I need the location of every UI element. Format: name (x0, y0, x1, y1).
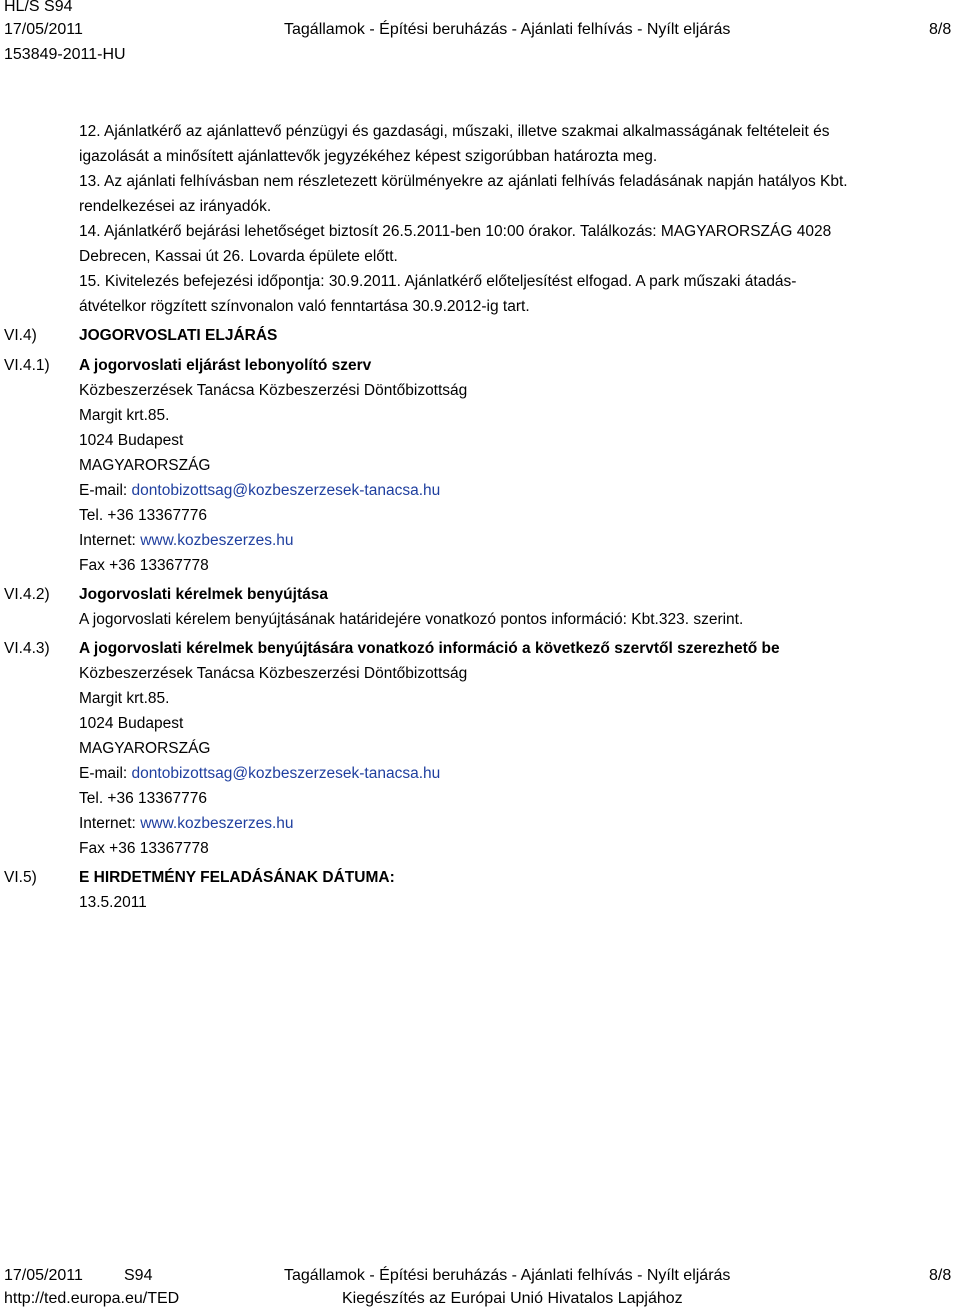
paragraph-12-line2: igazolását a minősített ajánlattevők jegyzékéhez képest szigorúbban határozta meg. (79, 148, 658, 165)
section-number-vi5: VI.5) (4, 869, 37, 886)
section-title-vi42: Jogorvoslati kérelmek benyújtása (79, 586, 328, 603)
vi41-internet-link[interactable]: www.kozbeszerzes.hu (140, 532, 294, 549)
header-page: 8/8 (929, 21, 952, 38)
section-number-vi4: VI.4) (4, 327, 37, 344)
section-number-vi41: VI.4.1) (4, 357, 50, 374)
vi43-email-link[interactable]: dontobizottsag@kozbeszerzesek-tanacsa.hu (131, 765, 441, 782)
vi41-internet-row (79, 531, 294, 551)
section-title-vi43: A jogorvoslati kérelmek benyújtására vonatkozó információ a következő szervtől szerezhető be (79, 640, 780, 657)
header-title: Tagállamok - Építési beruházás - Ajánlati felhívás - Nyílt eljárás (284, 21, 731, 38)
footer-publisher: Kiegészítés az Európai Unió Hivatalos Lapjához (342, 1290, 683, 1307)
footer-title: Tagállamok - Építési beruházás - Ajánlati felhívás - Nyílt eljárás (284, 1267, 731, 1284)
vi43-email-label: E-mail: (79, 765, 132, 782)
section-number-vi43: VI.4.3) (4, 640, 50, 657)
vi41-country: MAGYARORSZÁG (79, 457, 211, 474)
vi41-street: Margit krt.85. (79, 407, 170, 424)
footer-page: 8/8 (929, 1267, 952, 1284)
doc-ref: HL/S S94 (4, 0, 73, 15)
vi41-email-link[interactable]: dontobizottsag@kozbeszerzesek-tanacsa.hu (131, 482, 441, 499)
vi5-date: 13.5.2011 (79, 894, 147, 911)
footer-url[interactable]: http://ted.europa.eu/TED (4, 1290, 180, 1307)
paragraph-13-line1: 13. Az ajánlati felhívásban nem részletezett körülményekre az ajánlati felhívás feladásának napján hatályos Kbt. (79, 173, 848, 190)
vi41-tel: Tel. +36 13367776 (79, 507, 207, 524)
vi43-email-row (79, 764, 440, 784)
vi43-city: 1024 Budapest (79, 715, 184, 732)
vi41-email-row (79, 481, 440, 501)
vi43-internet-row (79, 814, 294, 834)
paragraph-12-line1: 12. Ajánlatkérő az ajánlattevő pénzügyi és gazdasági, műszaki, illetve szakmai alkalmasságának feltételeit és (79, 123, 830, 140)
header-doc-id: 153849-2011-HU (4, 46, 126, 63)
section-title-vi4: JOGORVOSLATI ELJÁRÁS (79, 327, 278, 344)
vi43-fax: Fax +36 13367778 (79, 840, 209, 857)
vi41-org: Közbeszerzések Tanácsa Közbeszerzési Döntőbizottság (79, 382, 468, 399)
vi41-email-label: E-mail: (79, 482, 132, 499)
vi41-city: 1024 Budapest (79, 432, 184, 449)
vi43-country: MAGYARORSZÁG (79, 740, 211, 757)
vi43-street: Margit krt.85. (79, 690, 170, 707)
section-number-vi42: VI.4.2) (4, 586, 50, 603)
footer-date: 17/05/2011 (4, 1267, 83, 1284)
vi43-org: Közbeszerzések Tanácsa Közbeszerzési Döntőbizottság (79, 665, 468, 682)
vi41-internet-label: Internet: (79, 532, 141, 549)
paragraph-14-line1: 14. Ajánlatkérő bejárási lehetőséget biztosít 26.5.2011-ben 10:00 órakor. Találkozás: MAGYARORSZÁG 4028 (79, 223, 832, 240)
vi43-internet-link[interactable]: www.kozbeszerzes.hu (140, 815, 294, 832)
vi41-fax: Fax +36 13367778 (79, 557, 209, 574)
paragraph-13-line2: rendelkezései az irányadók. (79, 198, 272, 215)
vi43-tel: Tel. +36 13367776 (79, 790, 207, 807)
section-title-vi41: A jogorvoslati eljárást lebonyolító szerv (79, 357, 372, 374)
paragraph-14-line2: Debrecen, Kassai út 26. Lovarda épülete előtt. (79, 248, 398, 265)
header-date: 17/05/2011 (4, 21, 83, 38)
paragraph-15-line1: 15. Kivitelezés befejezési időpontja: 30.9.2011. Ajánlatkérő előteljesítést elfogad. A park műszaki átadás- (79, 273, 797, 290)
vi42-text: A jogorvoslati kérelem benyújtásának határidejére vonatkozó pontos információ: Kbt.323. szerint. (79, 611, 744, 628)
footer-series: S94 (124, 1267, 153, 1284)
vi43-internet-label: Internet: (79, 815, 141, 832)
paragraph-15-line2: átvételkor rögzített színvonalon való fenntartása 30.9.2012-ig tart. (79, 298, 530, 315)
section-title-vi5: E HIRDETMÉNY FELADÁSÁNAK DÁTUMA: (79, 869, 395, 886)
